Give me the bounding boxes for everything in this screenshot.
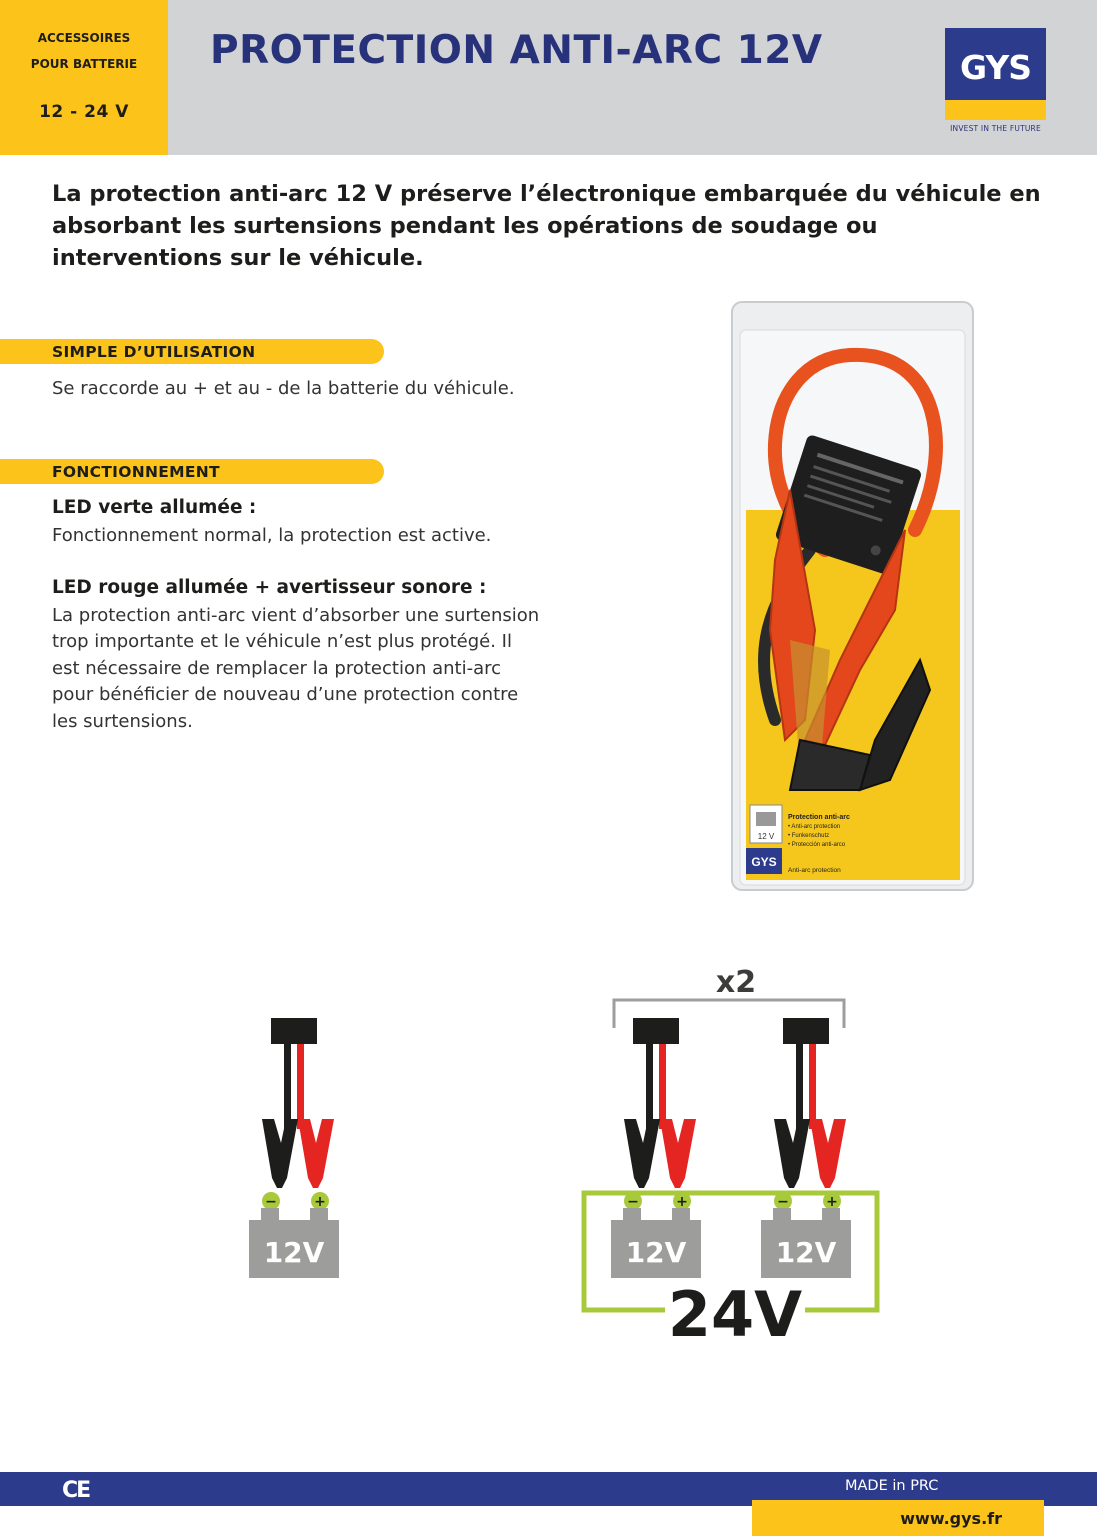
product-label-line: Protection anti-arc <box>788 814 850 821</box>
section-heading-simple <box>0 339 384 364</box>
logo-tagline: INVEST IN THE FUTURE <box>950 124 1041 133</box>
plus-sign: + <box>314 1194 326 1210</box>
category-line-2: POUR BATTERIE <box>30 57 138 71</box>
category-line-1: ACCESSOIRES <box>37 31 131 45</box>
logo-text: GYS <box>959 48 1032 87</box>
wiring-diagram <box>0 940 1097 1360</box>
product-voltage: 12 V <box>757 832 775 841</box>
multiplier-label: x2 <box>715 965 757 1000</box>
gys-logo <box>945 28 1046 120</box>
green-led-title: LED verte allumée : <box>52 497 257 518</box>
page-title: PROTECTION ANTI-ARC 12V <box>210 28 823 73</box>
single-battery-diagram <box>249 1018 339 1278</box>
simple-text: Se raccorde au + et au - de la batterie du véhicule. <box>52 378 515 399</box>
category-box <box>0 0 168 155</box>
website-box <box>752 1500 1044 1536</box>
series-battery-b <box>761 1018 851 1278</box>
minus-sign: − <box>627 1194 639 1210</box>
voltage-range: 12 - 24 V <box>39 102 129 122</box>
red-led-line: est nécessaire de remplacer la protection anti-arc <box>52 658 502 679</box>
product-label-line: • Protección anti-arco <box>788 842 846 848</box>
battery-label: 12V <box>263 1236 325 1269</box>
section-heading-function <box>0 459 384 484</box>
intro-paragraph: La protection anti-arc 12 V préserve l’électronique embarquée du véhicule en absorbant les surtensions pendant les opérations de soudage ou interventions sur le véhicule. <box>52 181 1041 271</box>
red-led-line: pour bénéficier de nouveau d’une protection contre <box>52 684 519 705</box>
total-voltage-label: 24V <box>667 1278 803 1351</box>
red-led-line: La protection anti-arc vient d’absorber une surtension <box>52 605 540 626</box>
product-brand: GYS <box>751 855 777 869</box>
section-heading-label: SIMPLE D’UTILISATION <box>52 343 256 361</box>
plus-sign: + <box>826 1194 838 1210</box>
red-led-line: les surtensions. <box>52 711 193 732</box>
product-photo <box>730 300 975 892</box>
minus-sign: − <box>265 1194 277 1210</box>
made-in-label: MADE in PRC <box>845 1478 939 1494</box>
plus-sign: + <box>676 1194 688 1210</box>
section-heading-label: FONCTIONNEMENT <box>52 463 220 481</box>
battery-label: 12V <box>625 1236 687 1269</box>
product-label-line: • Funkenschutz <box>788 833 830 839</box>
website-link[interactable]: www.gys.fr <box>900 1509 1002 1528</box>
battery-label: 12V <box>775 1236 837 1269</box>
red-led-line: trop importante et le véhicule n’est plus protégé. Il <box>52 631 512 652</box>
series-battery-a <box>611 1018 701 1278</box>
minus-sign: − <box>777 1194 789 1210</box>
green-led-text: Fonctionnement normal, la protection est active. <box>52 525 492 546</box>
red-led-title: LED rouge allumée + avertisseur sonore : <box>52 577 487 598</box>
ce-mark: CE <box>62 1478 90 1503</box>
product-label-line: • Anti-arc protection <box>788 824 841 830</box>
product-label-bottom: Anti-arc protection <box>788 867 841 874</box>
